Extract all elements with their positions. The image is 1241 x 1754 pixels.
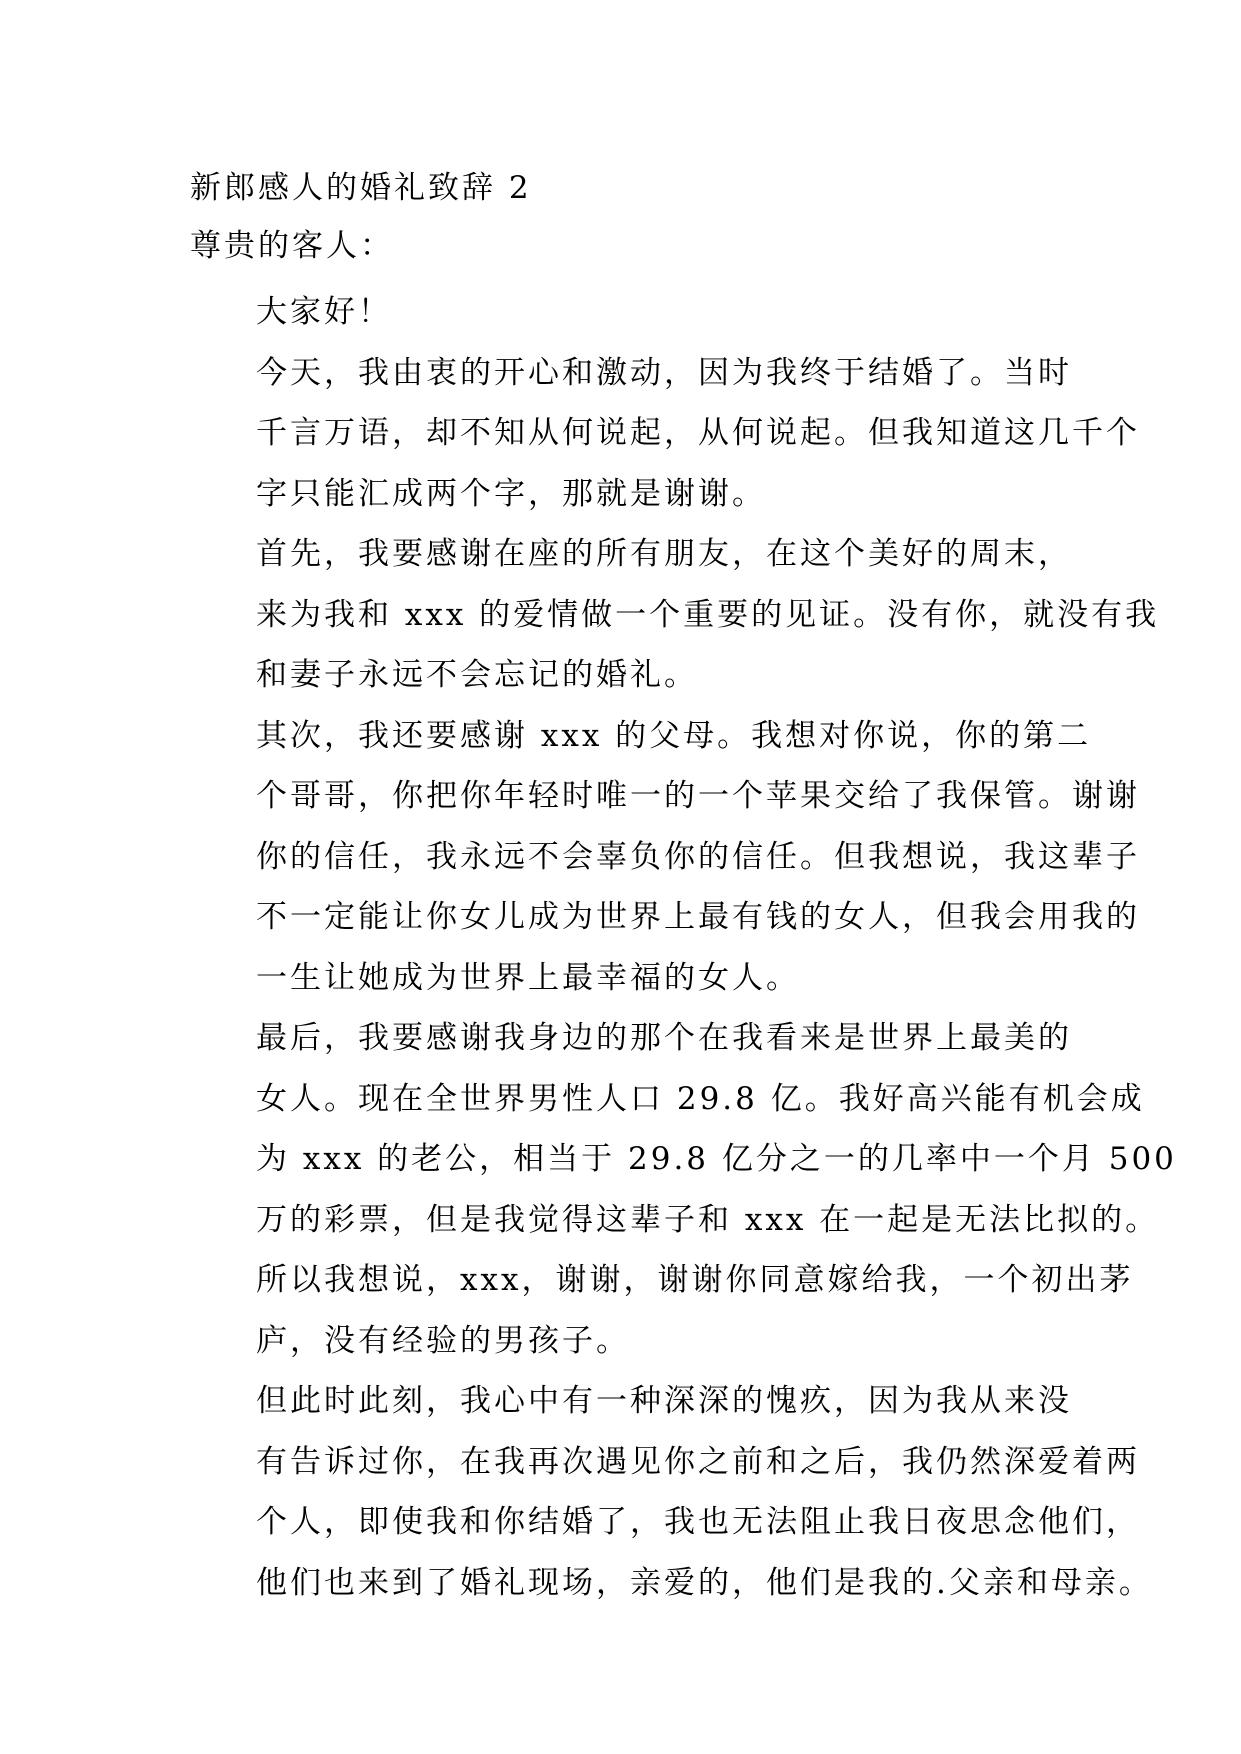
paragraph-line: 他们也来到了婚礼现场，亲爱的，他们是我的.父亲和母亲。 <box>256 1564 1153 1601</box>
paragraph-line: 万的彩票，但是我觉得这辈子和 xxx 在一起是无法比拟的。 <box>256 1201 1160 1238</box>
paragraph-line: 最后，我要感谢我身边的那个在我看来是世界上最美的 <box>256 1020 1072 1056</box>
paragraph-thanks-bride <box>190 1008 1177 1371</box>
document-title: 新郎感人的婚礼致辞 2 <box>190 170 532 206</box>
paragraph-line: 来为我和 xxx 的爱情做一个重要的见证。没有你，就没有我 <box>256 596 1160 633</box>
paragraph-line: 千言万语，却不知从何说起，从何说起。但我知道这几千个 <box>256 415 1140 451</box>
paragraph-line: 为 xxx 的老公，相当于 29.8 亿分之一的几率中一个月 500 <box>256 1141 1177 1177</box>
paragraph-line: 和妻子永远不会忘记的婚礼。 <box>256 657 698 693</box>
paragraph-line: 大家好！ <box>256 294 392 330</box>
paragraph-line: 不一定能让你女儿成为世界上最有钱的女人，但我会用我的 <box>256 899 1140 935</box>
salutation: 尊贵的客人： <box>190 228 394 264</box>
paragraph-thanks-friends <box>190 524 1160 706</box>
paragraph-line: 首先，我要感谢在座的所有朋友，在这个美好的周末， <box>256 536 1072 572</box>
paragraph-greeting <box>190 282 1070 343</box>
paragraph-line: 所以我想说，xxx，谢谢，谢谢你同意嫁给我，一个初出茅 <box>256 1262 1134 1298</box>
paragraph-line: 字只能汇成两个字，那就是谢谢。 <box>256 475 766 512</box>
paragraph-line: 一生让她成为世界上最幸福的女人。 <box>256 959 800 996</box>
paragraph-line: 你的信任，我永远不会辜负你的信任。但我想说，我这辈子 <box>256 838 1140 875</box>
paragraph-line: 个哥哥，你把你年轻时唯一的一个苹果交给了我保管。谢谢 <box>256 778 1140 814</box>
paragraph-closing <box>190 1371 1153 1613</box>
paragraph-line: 但此时此刻，我心中有一种深深的愧疚，因为我从来没 <box>256 1383 1072 1419</box>
paragraph-line: 今天，我由衷的开心和激动，因为我终于结婚了。当时 <box>256 354 1072 391</box>
paragraph-line: 其次，我还要感谢 xxx 的父母。我想对你说，你的第二 <box>256 717 1092 754</box>
document-body <box>190 160 1177 1613</box>
paragraph-line: 个人，即使我和你结婚了，我也无法阻止我日夜思念他们， <box>256 1504 1140 1540</box>
paragraph-line: 女人。现在全世界男性人口 29.8 亿。我好高兴能有机会成 <box>256 1080 1145 1117</box>
paragraph-thanks-parents <box>190 706 1140 1009</box>
paragraph-intro <box>190 343 1140 525</box>
paragraph-line: 有告诉过你，在我再次遇见你之前和之后，我仍然深爱着两 <box>256 1443 1140 1480</box>
paragraph-line: 庐，没有经验的男孩子。 <box>256 1322 630 1359</box>
